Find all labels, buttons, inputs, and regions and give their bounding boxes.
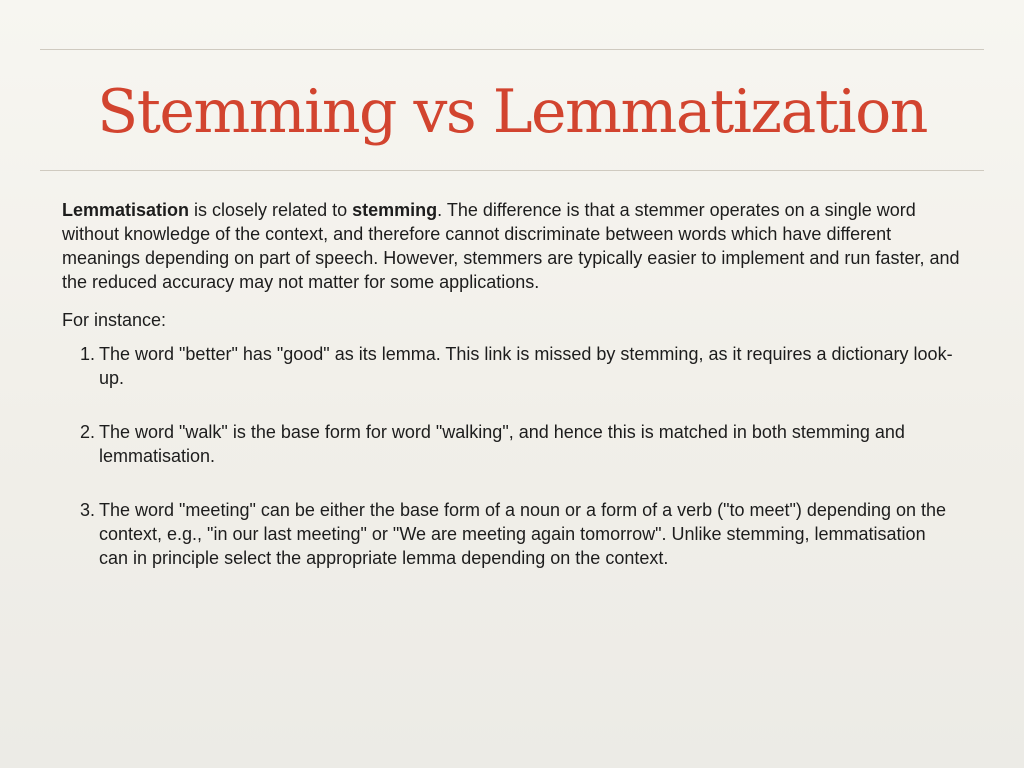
list-item-number: 2. [79, 422, 95, 442]
list-item-text: The word "better" has "good" as its lemma. This link is missed by stemming, as it requires a dictionary look-up. [99, 344, 953, 388]
intro-paragraph [62, 198, 967, 294]
term-lemmatisation: Lemmatisation [62, 200, 190, 220]
list-item [62, 342, 967, 390]
slide-body [62, 198, 967, 570]
intro-text-2: . The difference is that a stemmer operates on a single word without knowledge of the context, and therefore cannot discriminate between words which have different meanings depending on part of speech. However, stemmers are typically easier to implement and run faster, and the reduced accuracy may not matter for some applications. [62, 200, 960, 292]
example-list [62, 342, 967, 570]
list-item-text: The word "meeting" can be either the base form of a noun or a form of a verb ("to meet") depending on the context, e.g., "in our last meeting" or "We are meeting again tomorrow". Unlike stemming, lemmatisation can in principle select the appropriate lemma depending on the context. [99, 500, 947, 568]
top-divider [40, 49, 984, 50]
list-item [62, 420, 967, 468]
title-divider [40, 170, 984, 171]
lead-in-text: For instance: [62, 310, 167, 330]
list-item-number: 3. [79, 500, 95, 520]
list-item-number: 1. [79, 344, 95, 364]
list-item-text: The word "walk" is the base form for word "walking", and hence this is matched in both stemming and lemmatisation. [99, 422, 905, 466]
list-item [62, 498, 967, 570]
intro-text-1: is closely related to [189, 200, 353, 220]
slide-title: Stemming vs Lemmatization [97, 77, 927, 147]
term-stemming: stemming [352, 200, 438, 220]
